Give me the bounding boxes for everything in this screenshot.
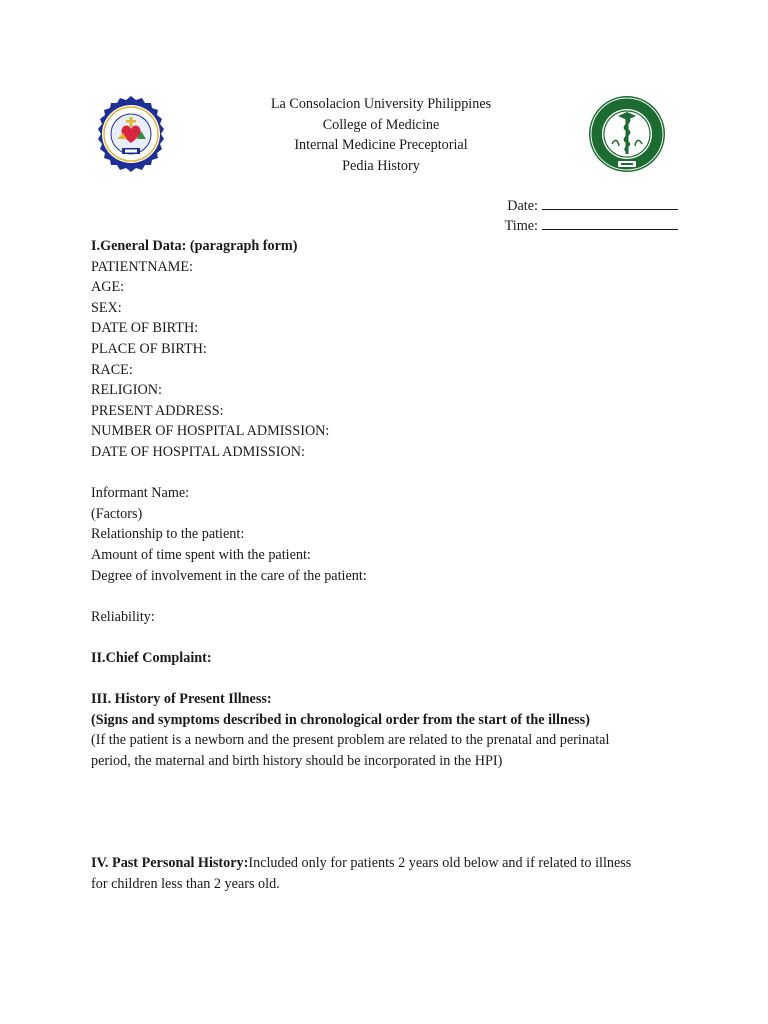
field-degree-of-involvement: Degree of involvement in the care of the patient: <box>91 567 367 584</box>
date-label: Date: <box>507 198 538 214</box>
field-date-of-admission: DATE OF HOSPITAL ADMISSION: <box>91 443 305 460</box>
field-time-spent: Amount of time spent with the patient: <box>91 546 311 563</box>
hpi-note-line-2: period, the maternal and birth history should be incorporated in the HPI) <box>91 752 503 769</box>
past-personal-text-2: for children less than 2 years old. <box>91 876 280 893</box>
past-personal-heading: IV. Past Personal History: <box>91 855 249 872</box>
general-data-heading: I.General Data: (paragraph form) <box>91 238 298 254</box>
college-name: College of Medicine <box>322 116 440 133</box>
field-age: AGE: <box>91 279 125 296</box>
field-informant-name: Informant Name: <box>91 485 190 502</box>
university-name: La Consolacion University Philippines <box>270 96 492 112</box>
field-race: RACE: <box>91 361 133 378</box>
spacer <box>91 627 691 648</box>
field-reliability: Reliability: <box>91 608 155 625</box>
time-label: Time: <box>504 218 538 234</box>
date-time-block <box>505 196 678 236</box>
spacer <box>91 668 691 689</box>
hpi-subheading: (Signs and symptoms described in chronological order from the start of the illness) <box>91 711 590 728</box>
field-relationship: Relationship to the patient: <box>91 526 245 543</box>
past-personal-text-1: Included only for patients 2 years old below and if related to illness <box>248 855 632 872</box>
field-date-of-birth: DATE OF BIRTH: <box>91 320 199 337</box>
field-religion: RELIGION: <box>91 382 162 399</box>
document-header <box>0 94 762 176</box>
chief-complaint-heading: II.Chief Complaint: <box>91 649 212 666</box>
field-number-of-admission: NUMBER OF HOSPITAL ADMISSION: <box>91 423 330 440</box>
field-patient-name: PATIENTNAME: <box>91 258 193 275</box>
time-blank-line[interactable] <box>542 216 678 230</box>
field-place-of-birth: PLACE OF BIRTH: <box>91 340 207 357</box>
field-sex: SEX: <box>91 299 122 316</box>
hpi-heading: III. History of Present Illness: <box>91 691 272 708</box>
spacer <box>91 463 691 484</box>
spacer <box>91 586 691 607</box>
past-personal-line-1 <box>91 853 691 874</box>
program-name: Internal Medicine Preceptorial <box>294 137 468 153</box>
form-title: Pedia History <box>342 157 420 174</box>
date-blank-line[interactable] <box>542 196 678 210</box>
date-row <box>505 196 678 216</box>
spacer <box>91 771 691 853</box>
field-factors: (Factors) <box>91 505 143 522</box>
time-row <box>505 216 678 236</box>
form-body <box>91 236 691 895</box>
field-present-address: PRESENT ADDRESS: <box>91 402 224 419</box>
hpi-note-line-1: (If the patient is a newborn and the present problem are related to the prenatal and perinatal <box>91 732 610 749</box>
